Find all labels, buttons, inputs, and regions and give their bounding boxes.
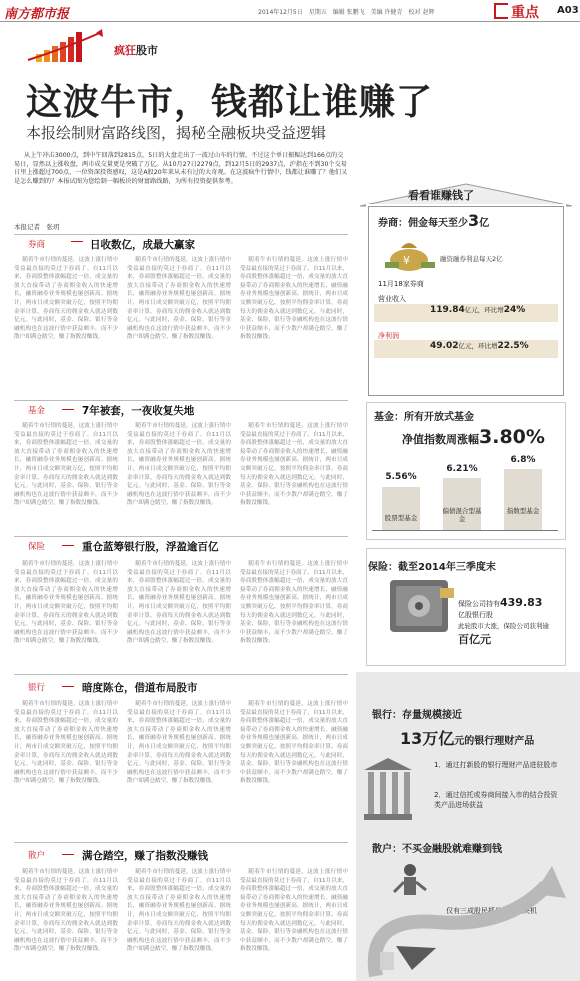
broker-heading: 券商：佣金每天至少3亿 [378, 211, 490, 230]
section-label-bank: 银行 [28, 683, 46, 693]
broker-month: 11月18家券商 [378, 280, 424, 288]
page-number: A03 [557, 5, 579, 16]
revenue-label: 营业收入 [378, 295, 406, 303]
insurance-line-1: 保险公司持有439.83 [458, 596, 543, 609]
growth-arrow-icon [356, 856, 580, 981]
section-name: 疯狂股市 [114, 44, 158, 57]
section-tag [494, 2, 556, 20]
bar-label: 股票型基金 [384, 514, 418, 522]
bar-index-fund [504, 469, 542, 530]
body-text: 随着牛市行情的蔓延，这波上涨行情中受益最直接的莫过于券商了。自11月以来，券商股整体涨幅超过一倍，成交量的放大直接带动了券商佣金收入的快速增长，融资融券业务规模也屡创新高。据统计，两市日成交额突破万亿，按照平均佣金率计算，券商每天的佣金收入就达到数亿元。与此同时，基金、保险、银行等金融机构也在这波行情中获益颇丰，而不少散户却满仓踏空，赚了指数没赚钱。 [14, 869, 118, 953]
section-title-retail: 满仓踏空，赚了指数没赚钱 [82, 850, 208, 862]
body-text: 随着牛市行情的蔓延，这波上涨行情中受益最直接的莫过于券商了。自11月以来，券商股整体涨幅超过一倍，成交量的放大直接带动了券商佣金收入的快速增长，融资融券业务规模也屡创新高。据统计，两市日成交额突破万亿，按照平均佣金率计算，券商每天的佣金收入就达到数亿元。与此同时，基金、保险、银行等金融机构也在这波行情中获益颇丰，而不少散户却满仓踏空，赚了指数没赚钱。 [240, 869, 348, 953]
person-icon [392, 862, 428, 902]
profit-figure: 49.02亿元，环比增22.5% [430, 341, 529, 351]
insurance-heading: 保险：截至2014年三季度末 [368, 562, 496, 573]
body-text: 随着牛市行情的蔓延，这波上涨行情中受益最直接的莫过于券商了。自11月以来，券商股整体涨幅超过一倍，成交量的放大直接带动了券商佣金收入的快速增长，融资融券业务规模也屡创新高。据统计，两市日成交额突破万亿，按照平均佣金率计算，券商每天的佣金收入就达到数亿元。与此同时，基金、保险、银行等金融机构也在这波行情中获益颇丰，而不少散户却满仓踏空，赚了指数没赚钱。 [14, 257, 118, 341]
section-label-insurance: 保险 [28, 542, 46, 552]
page-info: 2014年12月5日 星期五 编辑 张鹏飞 美编 许健青 校对 赵辉 [258, 9, 435, 16]
section-title-broker: 日收数亿，成最大赢家 [90, 239, 195, 251]
bank-item-1: 1．通过打新股的银行理财产品进驻股市 [434, 761, 558, 769]
bar-stock-fund [382, 487, 420, 530]
bar-label: 指数型基金 [506, 507, 540, 515]
bar-value: 5.56% [385, 472, 417, 482]
newspaper-logo: 南方都市报 [4, 7, 70, 22]
body-text: 随着牛市行情的蔓延，这波上涨行情中受益最直接的莫过于券商了。自11月以来，券商股整体涨幅超过一倍，成交量的放大直接带动了券商佣金收入的快速增长，融资融券业务规模也屡创新高。据统计，两市日成交额突破万亿，按照平均佣金率计算，券商每天的佣金收入就达到数亿元。与此同时，基金、保险、银行等金融机构也在这波行情中获益颇丰，而不少散户却满仓踏空，赚了指数没赚钱。 [127, 561, 231, 645]
retail-note: 仅有三成股民抓住金融板块机会 [446, 907, 537, 925]
money-bag-icon [385, 236, 435, 272]
headline: 这波牛市，钱都让谁赚了 [26, 82, 434, 123]
insurance-line-2: 亿股银行股 [458, 611, 493, 619]
body-text: 随着牛市行情的蔓延，这波上涨行情中受益最直接的莫过于券商了。自11月以来，券商股整体涨幅超过一倍，成交量的放大直接带动了券商佣金收入的快速增长，融资融券业务规模也屡创新高。据统计，两市日成交额突破万亿，按照平均佣金率计算，券商每天的佣金收入就达到数亿元。与此同时，基金、保险、银行等金融机构也在这波行情中获益颇丰，而不少散户却满仓踏空，赚了指数没赚钱。 [14, 423, 118, 507]
body-text: 随着牛市行情的蔓延，这波上涨行情中受益最直接的莫过于券商了。自11月以来，券商股整体涨幅超过一倍，成交量的放大直接带动了券商佣金收入的快速增长，融资融券业务规模也屡创新高。据统计，两市日成交额突破万亿，按照平均佣金率计算，券商每天的佣金收入就达到数亿元。与此同时，基金、保险、银行等金融机构也在这波行情中获益颇丰，而不少散户却满仓踏空，赚了指数没赚钱。 [127, 257, 231, 341]
section-label-retail: 散户 [28, 851, 46, 861]
masthead [0, 0, 580, 22]
subheadline: 本报绘制财富路线图，揭秘全融板块受益逻辑 [26, 124, 327, 142]
body-text: 随着牛市行情的蔓延，这波上涨行情中受益最直接的莫过于券商了。自11月以来，券商股整体涨幅超过一倍，成交量的放大直接带动了券商佣金收入的快速增长，融资融券业务规模也屡创新高。据统计，两市日成交额突破万亿，按照平均佣金率计算，券商每天的佣金收入就达到数亿元。与此同时，基金、保险、银行等金融机构也在这波行情中获益颇丰，而不少散户却满仓踏空，赚了指数没赚钱。 [240, 561, 348, 645]
insurance-line-4: 百亿元 [458, 633, 491, 646]
revenue-figure: 119.84亿元，环比增24% [430, 305, 526, 315]
body-text: 随着牛市行情的蔓延，这波上涨行情中受益最直接的莫过于券商了。自11月以来，券商股整体涨幅超过一倍，成交量的放大直接带动了券商佣金收入的快速增长，融资融券业务规模也屡创新高。据统计，两市日成交额突破万亿，按照平均佣金率计算，券商每天的佣金收入就达到数亿元。与此同时，基金、保险、银行等金融机构也在这波行情中获益颇丰，而不少散户却满仓踏空，赚了指数没赚钱。 [240, 701, 348, 785]
fund-heading-1: 基金：所有开放式基金 [374, 412, 474, 423]
profit-label: 净利润 [378, 332, 399, 340]
section-label-fund: 基金 [28, 406, 46, 416]
bank-building-icon [362, 756, 414, 824]
byline: 本报记者 张玥 [14, 223, 60, 231]
body-text: 随着牛市行情的蔓延，这波上涨行情中受益最直接的莫过于券商了。自11月以来，券商股整体涨幅超过一倍，成交量的放大直接带动了券商佣金收入的快速增长，融资融券业务规模也屡创新高。据统计，两市日成交额突破万亿，按照平均佣金率计算，券商每天的佣金收入就达到数亿元。与此同时，基金、保险、银行等金融机构也在这波行情中获益颇丰，而不少散户却满仓踏空，赚了指数没赚钱。 [14, 561, 118, 645]
bar-value: 6.21% [446, 464, 478, 474]
intro-paragraph: 从上午冲击3000点，到中午回落到2815点，5日的大盘走出了一波过山车的行情，不过这个单日振幅达到166点的交易日，显然以上涨收盘，两市成交量更是突破了万亿。从10月27日2279点，到12月5日的2937点，沪指在不到30个交易日里上涨超过700点，一位资深投资感叹，这是A股20年来从未有过的大奇观。在这波疯牛行情中，钱都让谁赚了？他们又是怎么赚到的？本报试图为您绘制一幅板块的财富路线路，为所有投资提供参考。 [14, 152, 348, 185]
margin-interest-note: 融资融券利息每天2亿 [440, 255, 503, 263]
body-text: 随着牛市行情的蔓延，这波上涨行情中受益最直接的莫过于券商了。自11月以来，券商股整体涨幅超过一倍，成交量的放大直接带动了券商佣金收入的快速增长，融资融券业务规模也屡创新高。据统计，两市日成交额突破万亿，按照平均佣金率计算，券商每天的佣金收入就达到数亿元。与此同时，基金、保险、银行等金融机构也在这波行情中获益颇丰，而不少散户却满仓踏空，赚了指数没赚钱。 [14, 701, 118, 785]
bank-item-2: 2．通过信托或券商间接入市的结合投资类产品进场获益 [434, 791, 558, 809]
section-title-insurance: 重仓蓝筹银行股，浮盈逾百亿 [82, 541, 219, 553]
rising-bars-icon [6, 28, 106, 64]
bank-figure: 13万亿元的银行理财产品 [400, 729, 535, 748]
bar-label: 偏债混合型基金 [442, 507, 482, 523]
section-label-broker: 券商 [28, 240, 46, 250]
bar-value: 6.8% [510, 455, 536, 465]
section-title-fund: 7年被套，一夜收复失地 [82, 405, 195, 417]
body-text: 随着牛市行情的蔓延，这波上涨行情中受益最直接的莫过于券商了。自11月以来，券商股整体涨幅超过一倍，成交量的放大直接带动了券商佣金收入的快速增长，融资融券业务规模也屡创新高。据统计，两市日成交额突破万亿，按照平均佣金率计算，券商每天的佣金收入就达到数亿元。与此同时，基金、保险、银行等金融机构也在这波行情中获益颇丰，而不少散户却满仓踏空，赚了指数没赚钱。 [127, 423, 231, 507]
fund-heading-2: 净值指数周涨幅3.80% [402, 426, 545, 448]
body-text: 随着牛市行情的蔓延，这波上涨行情中受益最直接的莫过于券商了。自11月以来，券商股整体涨幅超过一倍，成交量的放大直接带动了券商佣金收入的快速增长，融资融券业务规模也屡创新高。据统计，两市日成交额突破万亿，按照平均佣金率计算，券商每天的佣金收入就达到数亿元。与此同时，基金、保险、银行等金融机构也在这波行情中获益颇丰，而不少散户却满仓踏空，赚了指数没赚钱。 [127, 701, 231, 785]
bank-heading: 银行：存量规模接近 [372, 710, 462, 721]
chart-baseline [372, 530, 558, 531]
body-text: 随着牛市行情的蔓延，这波上涨行情中受益最直接的莫过于券商了。自11月以来，券商股整体涨幅超过一倍，成交量的放大直接带动了券商佣金收入的快速增长，融资融券业务规模也屡创新高。据统计，两市日成交额突破万亿，按照平均佣金率计算，券商每天的佣金收入就达到数亿元。与此同时，基金、保险、银行等金融机构也在这波行情中获益颇丰，而不少散户却满仓踏空，赚了指数没赚钱。 [127, 869, 231, 953]
body-text: 随着牛市行情的蔓延，这波上涨行情中受益最直接的莫过于券商了。自11月以来，券商股整体涨幅超过一倍，成交量的放大直接带动了券商佣金收入的快速增长，融资融券业务规模也屡创新高。据统计，两市日成交额突破万亿，按照平均佣金率计算，券商每天的佣金收入就达到数亿元。与此同时，基金、保险、银行等金融机构也在这波行情中获益颇丰，而不少散户却满仓踏空，赚了指数没赚钱。 [240, 257, 348, 341]
section-tag-label: 重点 [511, 5, 539, 21]
body-text: 随着牛市行情的蔓延，这波上涨行情中受益最直接的莫过于券商了。自11月以来，券商股整体涨幅超过一倍，成交量的放大直接带动了券商佣金收入的快速增长，融资融券业务规模也屡创新高。据统计，两市日成交额突破万亿，按照平均佣金率计算，券商每天的佣金收入就达到数亿元。与此同时，基金、保险、银行等金融机构也在这波行情中获益颇丰，而不少散户却满仓踏空，赚了指数没赚钱。 [240, 423, 348, 507]
retail-heading: 散户：不买金融股就难赚到钱 [372, 844, 502, 855]
section-title-bank: 暗度陈仓，借道布局股市 [82, 682, 198, 694]
label-rule [71, 241, 83, 242]
safe-icon [386, 576, 456, 638]
insurance-line-3: 此轮股市大涨，保险公司获利逾 [458, 622, 549, 630]
panel-title: 看看谁赚钱了 [408, 189, 474, 202]
flag-icon [494, 3, 508, 19]
svg-text:¥: ¥ [403, 254, 410, 267]
